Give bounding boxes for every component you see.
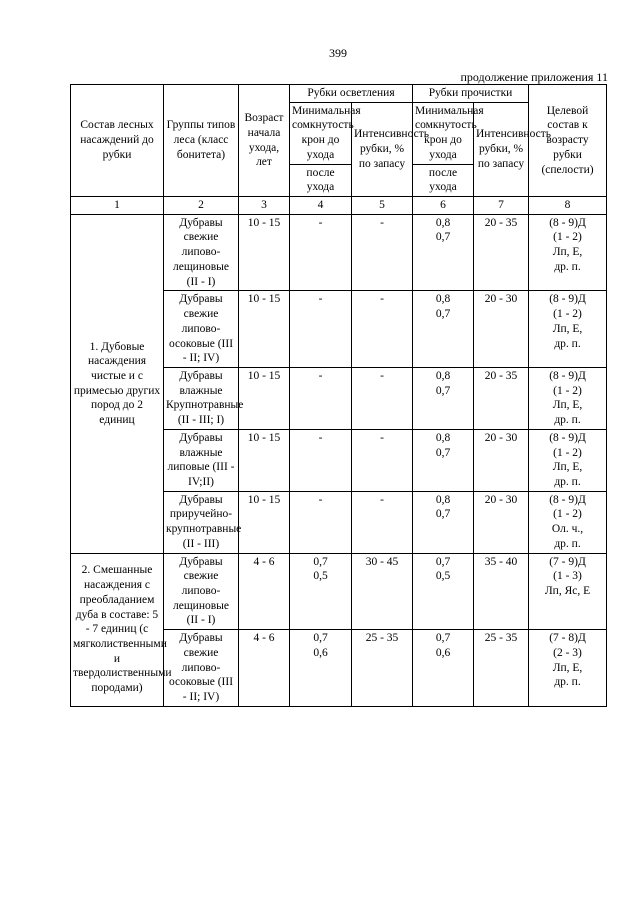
header-intensity-thinning: Интенсивность рубки, % по запасу — [474, 102, 529, 196]
min-closure-clarifying-cell — [290, 214, 352, 291]
start-age-cell: 10 - 15 — [239, 429, 290, 491]
cell-line: - — [318, 431, 323, 444]
cell-line: (7 - 8)Д — [549, 632, 586, 645]
cell-line: Ол. ч., — [551, 523, 584, 536]
cell-line: (8 - 9)Д — [549, 293, 586, 306]
cell-line: (1 - 2) — [553, 508, 582, 521]
forest-type-cell: Дубравы свежие липово-лещиновые (II - I) — [164, 553, 239, 630]
cell-line: - — [318, 216, 323, 229]
header-after-care-thinning: после ухода — [413, 164, 474, 196]
cell-line: 0,8 — [435, 293, 451, 306]
cell-line: 0,7 — [435, 446, 451, 459]
intensity-clarifying-cell: 30 - 45 — [352, 553, 413, 630]
continuation-note: продолжение приложения 11 — [460, 70, 608, 84]
composition-cell: 2. Смешанные насаждения с преобладанием дуба в составе: 5 - 7 единиц (с мягколиственными и твердолиственными породами) — [71, 553, 164, 706]
header-thinning-cuttings: Рубки прочистки — [413, 85, 529, 103]
intensity-clarifying-cell: - — [352, 291, 413, 368]
intensity-thinning-cell: 25 - 35 — [474, 630, 529, 707]
start-age-cell: 10 - 15 — [239, 291, 290, 368]
header-composition: Состав лесных насаждений до рубки — [71, 85, 164, 197]
cell-line: др. п. — [554, 537, 581, 550]
cell-line: др. п. — [554, 676, 581, 689]
table-row — [71, 553, 607, 630]
cell-line: (8 - 9)Д — [549, 493, 586, 506]
header-min-closure-clarifying: Минимальная сомкнутость крон до ухода — [290, 102, 352, 164]
min-closure-thinning-cell — [413, 429, 474, 491]
cell-line: 0,7 — [435, 308, 451, 321]
composition-cell: 1. Дубовые насаждения чистые и с примесью других пород до 2 единиц — [71, 214, 164, 553]
start-age-cell: 10 - 15 — [239, 367, 290, 429]
header-after-care-clarifying: после ухода — [290, 164, 352, 196]
target-composition-cell — [529, 214, 607, 291]
page-number: 399 — [329, 46, 347, 60]
start-age-cell: 4 - 6 — [239, 630, 290, 707]
target-composition-cell — [529, 429, 607, 491]
cell-line: 0,8 — [435, 216, 451, 229]
header-clarifying-cuttings: Рубки осветления — [290, 85, 413, 103]
intensity-thinning-cell: 20 - 30 — [474, 429, 529, 491]
cell-line: - — [318, 493, 323, 506]
cell-line: (8 - 9)Д — [549, 369, 586, 382]
intensity-clarifying-cell: - — [352, 367, 413, 429]
cell-line: Лп, Е, — [552, 661, 583, 674]
table-body — [71, 214, 607, 706]
column-number: 7 — [474, 197, 529, 215]
cell-line: (8 - 9)Д — [549, 431, 586, 444]
table-row — [71, 214, 607, 291]
cell-line: (1 - 2) — [553, 384, 582, 397]
cell-line: 0,7 — [435, 384, 451, 397]
min-closure-clarifying-cell — [290, 367, 352, 429]
cell-line: (1 - 2) — [553, 446, 582, 459]
target-composition-cell — [529, 630, 607, 707]
column-number: 5 — [352, 197, 413, 215]
min-closure-thinning-cell — [413, 630, 474, 707]
target-composition-cell — [529, 491, 607, 553]
min-closure-clarifying-cell — [290, 429, 352, 491]
start-age-cell: 10 - 15 — [239, 491, 290, 553]
min-closure-thinning-cell — [413, 367, 474, 429]
target-composition-cell — [529, 553, 607, 630]
cell-line: др. п. — [554, 414, 581, 427]
header-intensity-clarifying: Интенсивность рубки, % по запасу — [352, 102, 413, 196]
column-number: 6 — [413, 197, 474, 215]
target-composition-cell — [529, 291, 607, 368]
cell-line: (1 - 3) — [553, 570, 582, 583]
column-number: 2 — [164, 197, 239, 215]
cell-line: (2 - 3) — [553, 646, 582, 659]
intensity-thinning-cell: 20 - 30 — [474, 491, 529, 553]
min-closure-thinning-cell — [413, 553, 474, 630]
min-closure-clarifying-cell — [290, 491, 352, 553]
cell-line: Лп, Яс, Е — [544, 585, 591, 597]
forest-care-table — [70, 84, 607, 707]
column-number: 1 — [71, 197, 164, 215]
header-min-closure-thinning: Минимальная сомкнутость крон до ухода — [413, 102, 474, 164]
cell-line: (1 - 2) — [553, 308, 582, 321]
forest-type-cell: Дубравы свежие липово-осоковые (III - II; IV) — [164, 291, 239, 368]
start-age-cell: 10 - 15 — [239, 214, 290, 291]
min-closure-thinning-cell — [413, 491, 474, 553]
cell-line: 0,5 — [313, 570, 328, 583]
header-target-composition: Целевой состав к возрасту рубки (спелости) — [529, 85, 607, 197]
intensity-thinning-cell: 20 - 30 — [474, 291, 529, 368]
column-number: 8 — [529, 197, 607, 215]
cell-line: Лп, Е, — [552, 322, 583, 335]
header-start-age: Возраст начала ухода, лет — [239, 85, 290, 197]
min-closure-clarifying-cell — [290, 291, 352, 368]
cell-line: Лп, Е, — [552, 246, 583, 259]
intensity-thinning-cell: 20 - 35 — [474, 367, 529, 429]
forest-type-cell: Дубравы влажные Крупнотравные (II - III; I) — [164, 367, 239, 429]
column-number: 4 — [290, 197, 352, 215]
min-closure-thinning-cell — [413, 214, 474, 291]
header-forest-type: Группы типов леса (класс бонитета) — [164, 85, 239, 197]
target-composition-cell — [529, 367, 607, 429]
cell-line: 0,8 — [435, 493, 451, 506]
forest-type-cell: Дубравы влажные липовые (III - IV;II) — [164, 429, 239, 491]
forest-type-cell: Дубравы свежие липово-осоковые (III - II; IV) — [164, 630, 239, 707]
intensity-thinning-cell: 20 - 35 — [474, 214, 529, 291]
start-age-cell: 4 - 6 — [239, 553, 290, 630]
cell-line: Лп, Е, — [552, 461, 583, 474]
cell-line: 0,7 — [313, 632, 328, 645]
cell-line: (8 - 9)Д — [549, 216, 586, 229]
cell-line: 0,7 — [435, 231, 451, 244]
cell-line: - — [318, 369, 323, 382]
cell-line: др. п. — [554, 337, 581, 350]
column-numbers-row — [71, 197, 607, 215]
cell-line: 0,7 — [435, 555, 451, 568]
intensity-thinning-cell: 35 - 40 — [474, 553, 529, 630]
cell-line: 0,8 — [435, 431, 451, 444]
cell-line: 0,7 — [435, 508, 451, 521]
intensity-clarifying-cell: 25 - 35 — [352, 630, 413, 707]
intensity-clarifying-cell: - — [352, 214, 413, 291]
cell-line: (1 - 2) — [553, 231, 582, 244]
forest-type-cell: Дубравы приручейно-крупнотравные (II - III) — [164, 491, 239, 553]
min-closure-clarifying-cell — [290, 553, 352, 630]
cell-line: 0,6 — [313, 646, 328, 659]
cell-line: - — [318, 293, 323, 306]
cell-line: 0,5 — [435, 570, 451, 583]
forest-type-cell: Дубравы свежие липово-лещиновые (II - I) — [164, 214, 239, 291]
cell-line: др. п. — [554, 260, 581, 273]
cell-line: 0,6 — [435, 646, 451, 659]
intensity-clarifying-cell: - — [352, 491, 413, 553]
cell-line: 0,8 — [435, 369, 451, 382]
min-closure-clarifying-cell — [290, 630, 352, 707]
intensity-clarifying-cell: - — [352, 429, 413, 491]
cell-line: др. п. — [554, 475, 581, 488]
cell-line: (7 - 9)Д — [549, 555, 586, 568]
cell-line: Лп, Е, — [552, 399, 583, 412]
column-number: 3 — [239, 197, 290, 215]
min-closure-thinning-cell — [413, 291, 474, 368]
cell-line: 0,7 — [435, 632, 451, 645]
cell-line: 0,7 — [313, 555, 328, 568]
